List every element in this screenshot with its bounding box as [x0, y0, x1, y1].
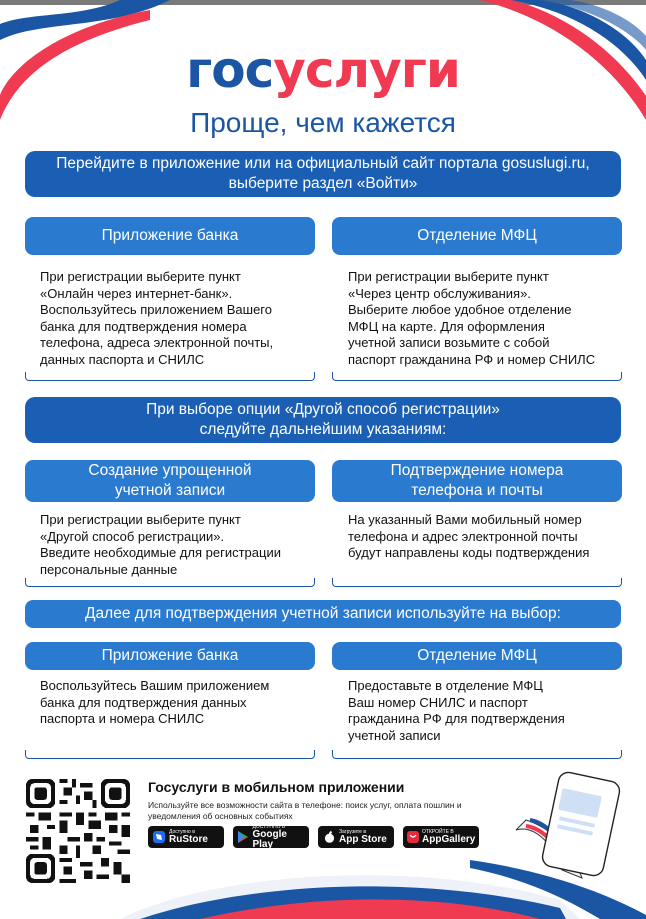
app-store-badge[interactable]	[318, 826, 394, 848]
rustore-small: Доступно в	[169, 828, 195, 835]
qr-code	[26, 779, 130, 883]
step1-banner	[25, 151, 621, 197]
appgallery-icon	[407, 830, 419, 844]
simplified-account-pill	[25, 460, 315, 502]
mfc-title-2: Отделение МФЦ	[417, 647, 537, 664]
bank-app-bracket	[25, 372, 315, 381]
step2-banner	[25, 397, 621, 443]
step1-line2: выберите раздел «Войти»	[228, 175, 418, 192]
bank-app-bracket-2	[25, 750, 315, 759]
confirm-phone-bracket	[332, 578, 622, 587]
mfc-title: Отделение МФЦ	[417, 227, 537, 244]
step3-banner	[25, 600, 621, 628]
rustore-icon	[152, 830, 166, 844]
simplified-account-text: При регистрации выберите пункт «Другой способ регистрации». Введите необходимые для регистрации персональные данные	[40, 512, 281, 577]
step2-line2: следуйте дальнейшим указаниям:	[199, 421, 447, 438]
app-title: Госуслуги в мобильном приложении	[148, 779, 405, 795]
mfc-bracket-2	[332, 750, 622, 759]
rustore-badge[interactable]	[148, 826, 224, 848]
rustore-big: RuStore	[169, 833, 208, 845]
bank-app-text: При регистрации выберите пункт «Онлайн через интернет-банк». Воспользуйтесь приложением Вашего банка для подтверждения номера телефона, адреса электронной почты, данных паспорта и СНИЛС	[40, 269, 274, 367]
app-store-big: App Store	[339, 833, 387, 845]
confirm-phone-title-1: Подтверждение номера	[390, 462, 564, 479]
google-play-badge[interactable]	[233, 823, 309, 850]
appgallery-small: ОТКРОЙТЕ В	[422, 828, 454, 835]
step2-line1: При выборе опции «Другой способ регистрации»	[146, 401, 500, 418]
logo-uslugi: услуги	[273, 41, 460, 99]
confirm-phone-title-2: телефона и почты	[411, 482, 543, 499]
confirm-phone-pill	[332, 460, 622, 502]
mfc-bracket	[332, 372, 622, 381]
app-store-small: Загрузите в	[339, 828, 366, 835]
simplified-account-bracket	[25, 578, 315, 587]
simplified-account-title-2: учетной записи	[114, 482, 226, 499]
simplified-account-title-1: Создание упрощенной	[88, 462, 252, 479]
bank-app-text-2: Воспользуйтесь Вашим приложением банка для подтверждения данных паспорта и номера СНИЛС	[40, 678, 270, 726]
logo-gos: гос	[186, 41, 274, 99]
google-play-icon	[237, 830, 249, 844]
phone-illustration	[512, 770, 624, 880]
gosuslugi-logo	[0, 42, 646, 98]
mfc-text: При регистрации выберите пункт «Через центр обслуживания». Выберите любое удобное отделение МФЦ на карте. Для оформления учетной записи возьмите с собой паспорт гражданина РФ и номер СНИЛС	[348, 269, 596, 367]
app-description: Используйте все возможности сайта в телефоне: поиск услуг, оплата пошлин и уведомления об основных событиях	[148, 800, 462, 821]
bank-app-title-2: Приложение банка	[101, 647, 239, 664]
appgallery-badge[interactable]	[403, 826, 479, 848]
step1-line1: Перейдите в приложение или на официальный сайт портала gosuslugi.ru,	[56, 155, 590, 172]
google-play-small: ДОСТУПНО В	[252, 823, 286, 830]
mfc-pill	[332, 217, 622, 255]
mfc-pill-2	[332, 642, 622, 670]
appgallery-big: AppGallery	[422, 833, 476, 845]
bank-app-title: Приложение банка	[101, 227, 239, 244]
tagline: Проще, чем кажется	[190, 107, 456, 138]
apple-icon	[322, 830, 336, 844]
mfc-text-2: Предоставьте в отделение МФЦ Ваш номер СНИЛС и паспорт гражданина РФ для подтверждения учетной записи	[348, 678, 565, 743]
bank-app-pill-2	[25, 642, 315, 670]
google-play-big: Google Play	[252, 828, 287, 850]
confirm-phone-text: На указанный Вами мобильный номер телефона и адрес электронной почты будут направлены коды подтверждения	[348, 512, 590, 560]
bank-app-pill	[25, 217, 315, 255]
step3-line1: Далее для подтверждения учетной записи используйте на выбор:	[85, 605, 561, 622]
